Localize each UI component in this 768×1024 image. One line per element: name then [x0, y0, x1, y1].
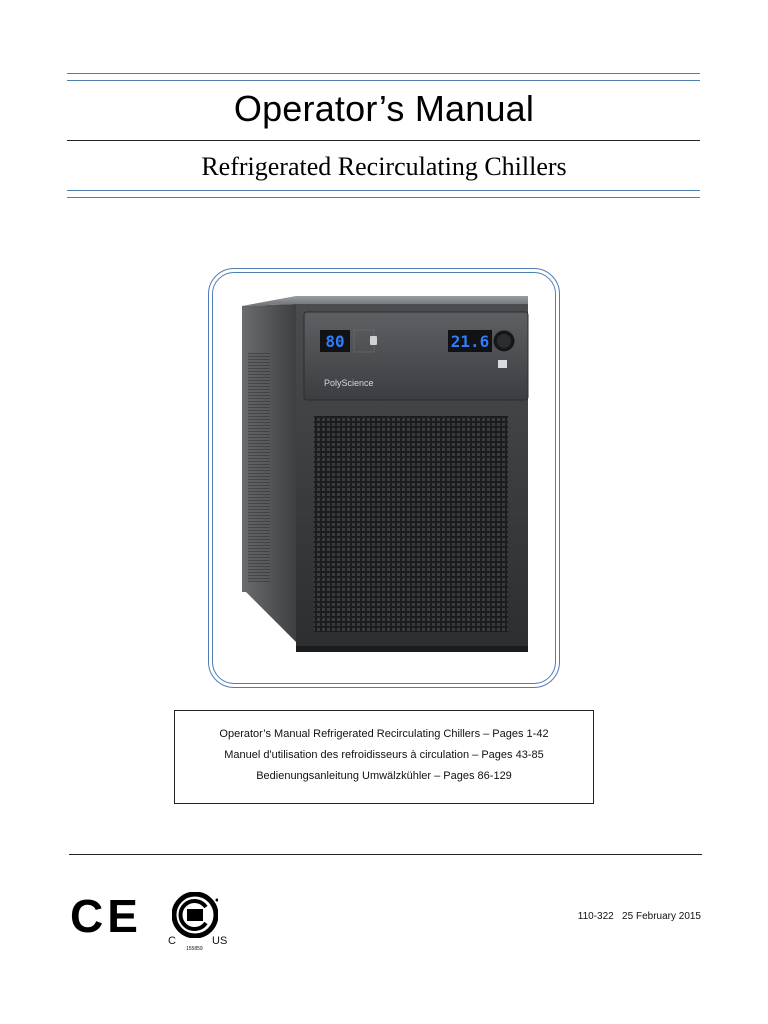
title-divider: [67, 140, 700, 141]
header-rule-bottom-1: [67, 190, 700, 191]
document-subtitle: Refrigerated Recirculating Chillers: [201, 152, 567, 181]
language-pages-box: [174, 710, 594, 804]
csa-logo-icon: [172, 892, 218, 938]
footer-divider: [69, 854, 702, 855]
csa-c-label: C: [168, 935, 176, 947]
display-right-value: 21.6: [450, 332, 490, 351]
ce-mark: CE: [70, 890, 142, 942]
pages-line-french: Manuel d'utilisation des refroidisseurs à circulation – Pages 43-85: [224, 749, 544, 761]
document-title: Operator’s Manual: [233, 88, 535, 129]
chiller-illustration: [236, 292, 536, 658]
header-rule-top-2: [67, 80, 700, 81]
csa-mark: [164, 890, 244, 954]
header-rule-bottom-2: [67, 197, 700, 198]
document-number-date: 110-322 25 February 2015: [577, 911, 701, 922]
brand-logo: PolyScience: [324, 378, 374, 388]
csa-certificate-number: 155859: [186, 946, 203, 952]
pages-line-german: Bedienungsanleitung Umwälzkühler – Pages 86-129: [256, 770, 512, 782]
csa-us-label: US: [212, 935, 228, 947]
display-left-value: 80: [325, 332, 345, 351]
header-rule-top-1: [67, 73, 700, 74]
pages-line-english: Operator’s Manual Refrigerated Recirculating Chillers – Pages 1-42: [219, 728, 549, 740]
